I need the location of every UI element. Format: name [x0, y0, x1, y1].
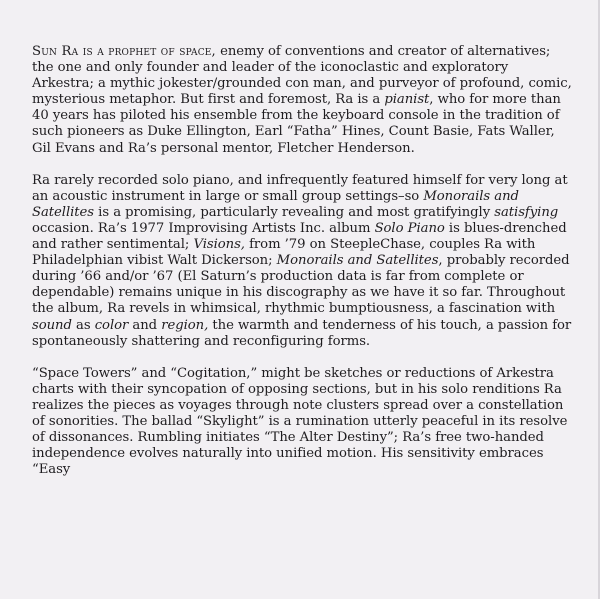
italic-run: Visions,	[193, 237, 245, 253]
opening-smallcaps: Sun Ra is a prophet of space,	[32, 44, 216, 59]
text-run: is blues-drenched and rather sentimental;	[32, 220, 567, 253]
italic-run: Monorails and Satellites	[276, 253, 439, 269]
paragraph-1	[32, 44, 572, 157]
text-run: as	[71, 317, 95, 333]
text-run: , who for more than 40 years has piloted his ensemble from the keyboard console in the tradition of such pioneers as Duke Ellington, Earl “Fatha” Hines, Count Basie, Fats Waller, Gil Evans and Ra’s personal mentor, Fletcher Henderson.	[32, 92, 561, 156]
italic-run: region,	[161, 317, 209, 333]
text-run: , probably recorded during ’66 and/or ’67 (El Saturn’s production data is far from complete or dependable) remains unique in his discography as we have it so far. Throughout the album, Ra revels in whimsical, rhythmic bumptiousness, a fascination with	[32, 253, 570, 317]
text-run: from ’79 on SteepleChase, couples Ra with Philadelphian vibist Walt Dickerson;	[32, 237, 536, 269]
paragraph-3	[32, 366, 572, 479]
text-run: enemy of conventions and creator of alternatives; the one and only founder and leader of the iconoclastic and exploratory Arkestra; a mythic jokester/grounded con man, and purveyor of profound, comic, mysterious metaphor. But first and foremost, Ra is a	[32, 44, 572, 108]
italic-run: sound	[32, 317, 72, 333]
paragraph-2	[32, 173, 572, 350]
text-run: is a promising, particularly revealing and most gratifyingly	[94, 204, 495, 220]
italic-run: pianist	[384, 92, 430, 108]
italic-run: Solo Piano	[374, 220, 445, 236]
italic-run: Monorails and Satellites	[32, 188, 519, 220]
text-run: “Space Towers” and “Cogitation,” might be sketches or reductions of Arkestra charts with their syncopation of opposing sections, but in his solo renditions Ra realizes the pieces as voyages through note clusters spread over a constellation of sonorities. The ballad “Skylight” is a rumination utterly peaceful in its resolve of dissonances. Rumbling initiates “The Alter Destiny”; Ra’s free two-handed independence evolves naturally into unified motion. His sensitivity embraces “Easy	[32, 365, 568, 478]
liner-notes-text	[32, 44, 572, 494]
text-run: and	[128, 317, 162, 333]
italic-run: satisfying	[494, 204, 559, 220]
text-run: the warmth and tenderness of his touch, a passion for spontaneously shattering and reconfiguring forms.	[32, 317, 572, 349]
italic-run: color	[94, 317, 129, 333]
text-run: occasion. Ra’s 1977 Improvising Artists Inc. album	[32, 220, 375, 236]
text-run: Ra rarely recorded solo piano, and infrequently featured himself for very long at an acoustic instrument in large or small group settings–so	[32, 172, 568, 204]
